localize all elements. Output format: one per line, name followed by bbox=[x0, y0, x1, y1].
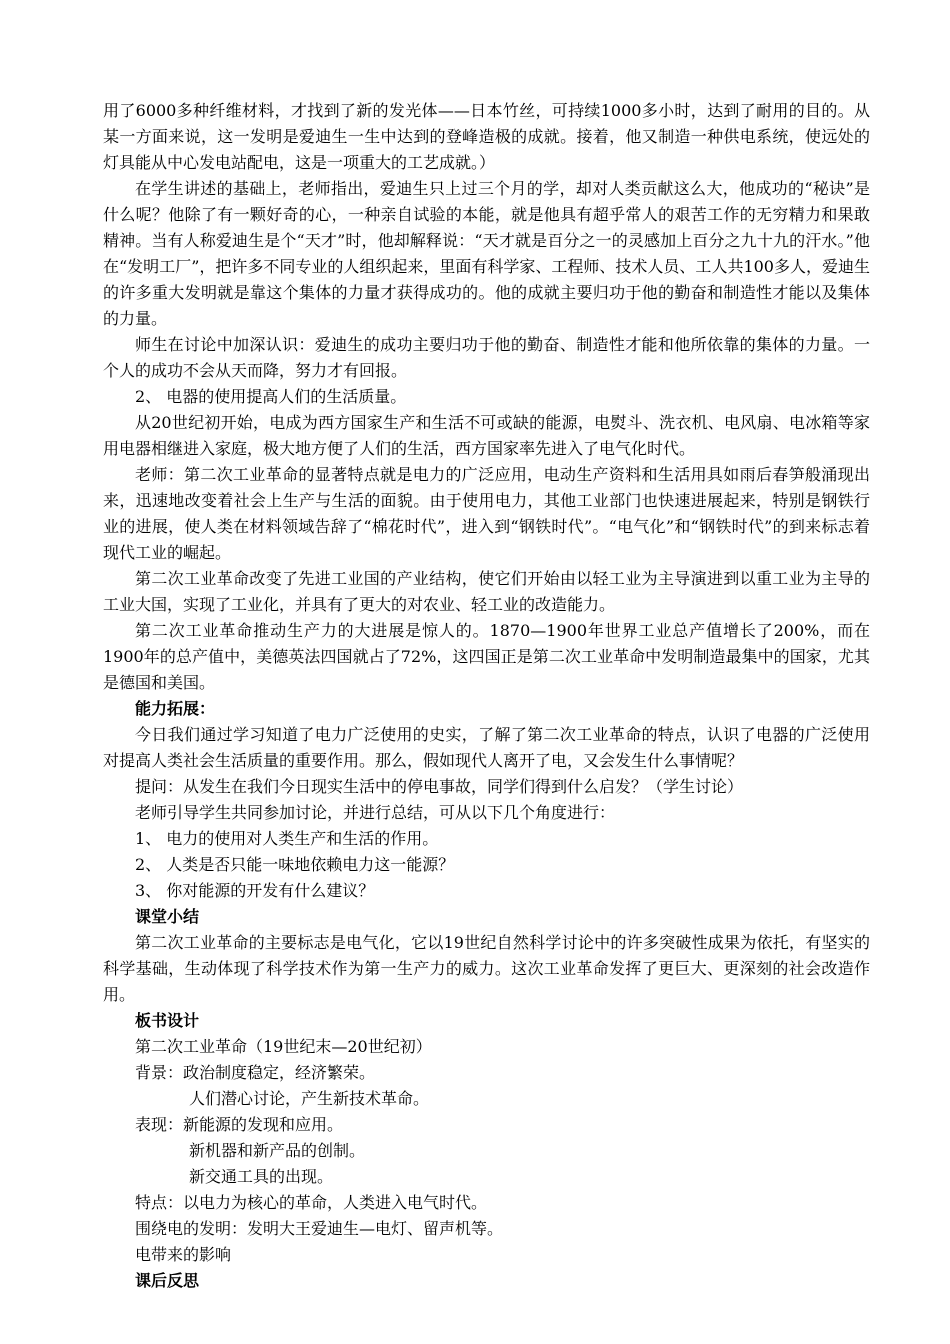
paragraph-edison-filament: 用了6000多种纤维材料，才找到了新的发光体——日本竹丝，可持续1000多小时，达到了耐用的目的。从某一方面来说，这一发明是爱迪生一生中达到的登峰造极的成就。接着，他又制造一种供电系统，使远处的灯具能从中心发电站配电，这是一项重大的工艺成就。） bbox=[103, 101, 870, 172]
paragraph-question: 提问：从发生在我们今日现实生活中的停电事故，同学们得到什么启发？（学生讨论） bbox=[135, 777, 744, 796]
paragraph-industrial-structure: 第二次工业革命改变了先进工业国的产业结构，使它们开始由以轻工业为主导演进到以重工业为主导的工业大国，实现了工业化，并具有了更大的对农业、轻工业的改造能力。 bbox=[103, 569, 870, 614]
board-manifestation-2: 新机器和新产品的创制。 bbox=[189, 1141, 366, 1160]
paragraph-guidance: 老师引导学生共同参加讨论，并进行总结，可从以下几个角度进行： bbox=[135, 803, 616, 822]
paragraph-electrification: 从20世纪初开始，电成为西方国家生产和生活不可或缺的能源，电熨斗、洗衣机、电风扇、电冰箱等家用电器相继进入家庭，极大地方便了人们的生活，西方国家率先进入了电气化时代。 bbox=[103, 413, 870, 458]
list-item-3: 3、 你对能源的开发有什么建议？ bbox=[135, 881, 375, 900]
paragraph-summary: 第二次工业革命的主要标志是电气化，它以19世纪自然科学讨论中的许多突破性成果为依托，有坚实的科学基础，生动体现了科学技术作为第一生产力的威力。这次工业革命发挥了更巨大、更深刻的社会改造作用。 bbox=[103, 933, 870, 1004]
board-manifestation-3: 新交通工具的出现。 bbox=[189, 1167, 334, 1186]
heading-ability-extension: 能力拓展： bbox=[135, 699, 216, 718]
paragraph-productivity: 第二次工业革命推动生产力的大进展是惊人的。1870—1900年世界工业总产值增长了200%，而在1900年的总产值中，美德英法四国就占了72%，这四国正是第二次工业革命中发明制造最集中的国家，尤其是德国和美国。 bbox=[103, 621, 870, 692]
paragraph-teacher-electric-power: 老师：第二次工业革命的显著特点就是电力的广泛应用，电动生产资料和生活用具如雨后春笋般涌现出来，迅速地改变着社会上生产与生活的面貌。由于使用电力，其他工业部门也快速进展起来，特别是钢铁行业的进展，使人类在材料领域告辞了“棉花时代”，进入到“钢铁时代”。“电气化”和“钢铁时代”的到来标志着现代工业的崛起。 bbox=[103, 465, 870, 562]
board-manifestation: 表现：新能源的发现和应用。 bbox=[135, 1115, 344, 1134]
board-background-2: 人们潜心讨论，产生新技术革命。 bbox=[189, 1089, 430, 1108]
heading-class-summary: 课堂小结 bbox=[135, 907, 200, 926]
paragraph-discussion-summary: 师生在讨论中加深认识：爱迪生的成功主要归功于他的勤奋、制造性才能和他所依靠的集体的力量。一个人的成功不会从天而降，努力才有回报。 bbox=[103, 335, 870, 380]
list-item-2: 2、 人类是否只能一味地依赖电力这一能源？ bbox=[135, 855, 455, 874]
heading-board-design: 板书设计 bbox=[135, 1011, 200, 1030]
list-item-1: 1、 电力的使用对人类生产和生活的作用。 bbox=[135, 829, 439, 848]
paragraph-edison-secret: 在学生讲述的基础上，老师指出，爱迪生只上过三个月的学，却对人类贡献这么大，他成功的“秘诀”是什么呢？他除了有一颗好奇的心，一种亲自试验的本能，就是他具有超乎常人的艰苦工作的无穷精力和果敢精神。当有人称爱迪生是个“天才”时，他却解释说：“天才就是百分之一的灵感加上百分之九十九的汗水。”他在“发明工厂”，把许多不同专业的人组织起来，里面有科学家、工程师、技术人员、工人共100多人，爱迪生的许多重大发明就是靠这个集体的力量才获得成功的。他的成就主要归功于他的勤奋和制造性才能以及集体的力量。 bbox=[103, 179, 870, 328]
heading-reflection: 课后反思 bbox=[135, 1271, 200, 1290]
board-impact: 电带来的影响 bbox=[135, 1245, 232, 1264]
paragraph-extension-intro: 今日我们通过学习知道了电力广泛使用的史实，了解了第二次工业革命的特点，认识了电器的广泛使用对提高人类社会生活质量的重要作用。那么，假如现代人离开了电，又会发生什么事情呢？ bbox=[103, 725, 870, 770]
list-item-appliances: 2、 电器的使用提高人们的生活质量。 bbox=[135, 387, 407, 406]
board-background: 背景：政治制度稳定，经济繁荣。 bbox=[135, 1063, 376, 1082]
board-inventions: 围绕电的发明：发明大王爱迪生—电灯、留声机等。 bbox=[135, 1219, 504, 1238]
board-features: 特点：以电力为核心的革命，人类进入电气时代。 bbox=[135, 1193, 488, 1212]
board-title: 第二次工业革命（19世纪末—20世纪初） bbox=[135, 1037, 432, 1056]
